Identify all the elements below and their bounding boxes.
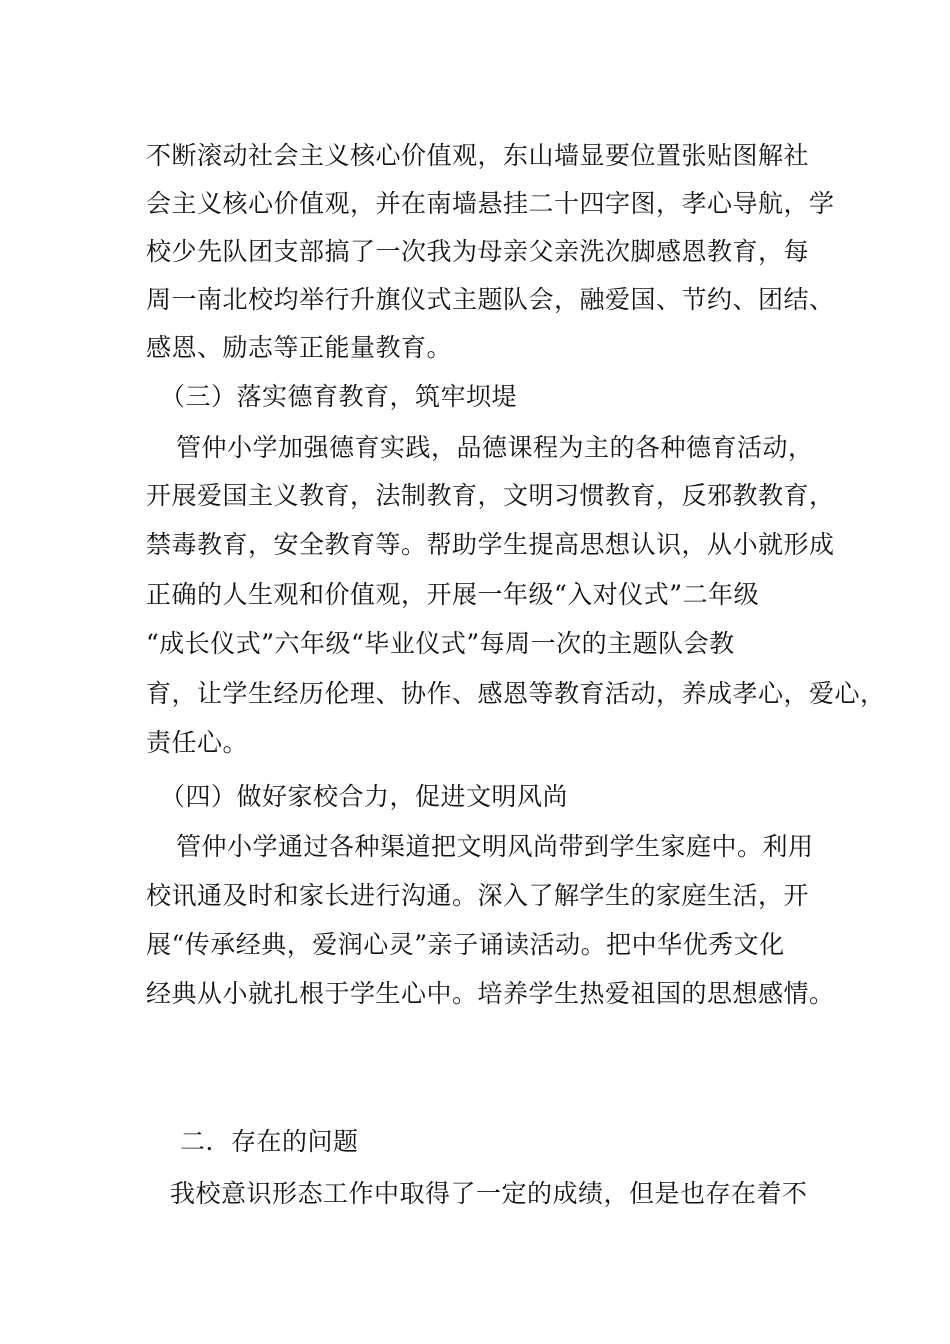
paragraph-line: “成长仪式”六年级“毕业仪式”每周一次的主题队会教	[146, 629, 735, 658]
section-heading: （四）做好家校合力，促进文明风尚	[160, 782, 569, 811]
paragraph-line: 展“传承经典，爱润心灵”亲子诵读活动。把中华优秀文化	[146, 930, 785, 959]
paragraph-line: 责任心。	[146, 728, 249, 757]
paragraph-line: 管仲小学加强德育实践，品德课程为主的各种德育活动，	[176, 433, 814, 462]
paragraph-line: 会主义核心价值观，并在南墙悬挂二十四字图，孝心导航，学	[146, 189, 835, 218]
section-heading: 二．存在的问题	[180, 1127, 359, 1156]
paragraph-line: 经典从小就扎根于学生心中。培养学生热爱祖国的思想感情。	[146, 979, 835, 1008]
paragraph-line: 不断滚动社会主义核心价值观，东山墙显要位置张贴图解社	[146, 141, 810, 170]
paragraph-line: 育，让学生经历伦理、协作、感恩等教育活动，养成孝心，爱心，	[146, 679, 886, 708]
paragraph-line: 禁毒教育，安全教育等。帮助学生提高思想认识，从小就形成	[146, 530, 835, 559]
paragraph-line: 感恩、励志等正能量教育。	[146, 333, 453, 362]
paragraph-line: 校少先队团支部搞了一次我为母亲父亲洗次脚感恩教育，每	[146, 237, 810, 266]
section-heading: （三）落实德育教育，筑牢坝堤	[160, 382, 518, 411]
paragraph-line: 正确的人生观和价值观，开展一年级“入对仪式”二年级	[146, 580, 760, 609]
paragraph-line: 我校意识形态工作中取得了一定的成绩，但是也存在着不	[170, 1179, 808, 1208]
paragraph-line: 校讯通及时和家长进行沟通。深入了解学生的家庭生活，开	[146, 881, 810, 910]
paragraph-line: 周一南北校均举行升旗仪式主题队会，融爱国、节约、团结、	[146, 285, 835, 314]
paragraph-line: 管仲小学通过各种渠道把文明风尚带到学生家庭中。利用	[176, 832, 814, 861]
paragraph-line: 开展爱国主义教育，法制教育，文明习惯教育，反邪教教育，	[146, 481, 835, 510]
